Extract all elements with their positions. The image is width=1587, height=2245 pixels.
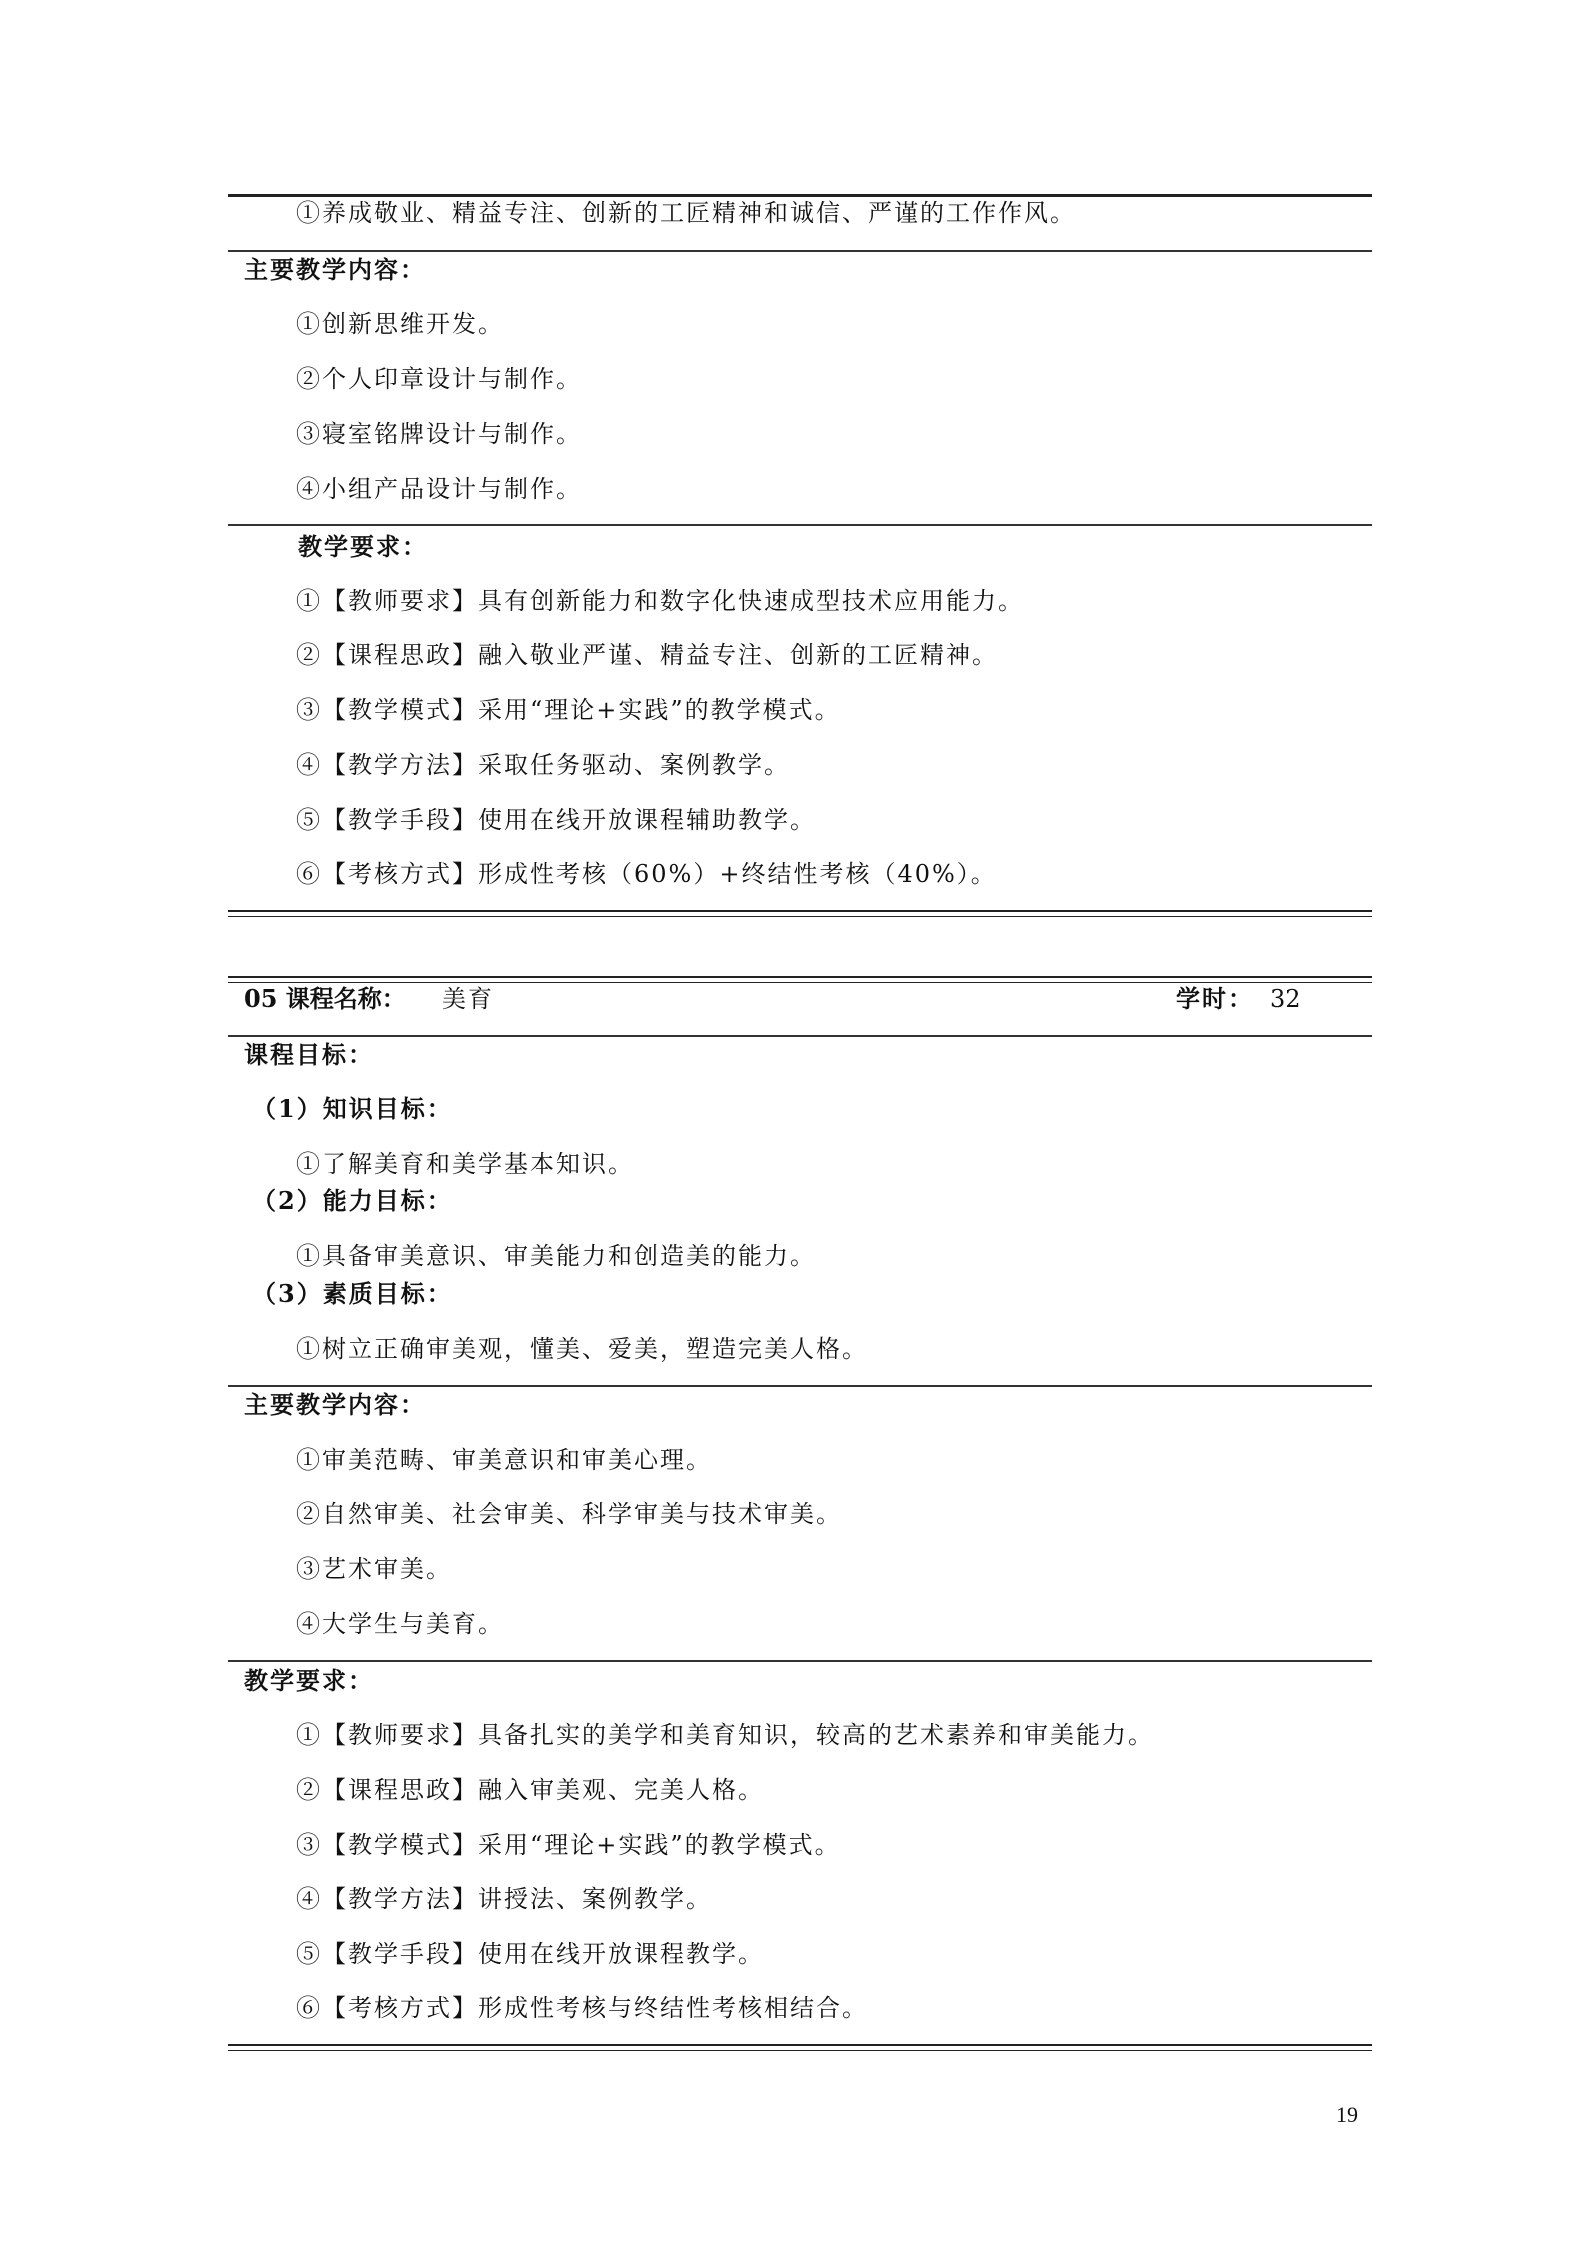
- row-divider: [228, 250, 1372, 252]
- course-name: 美育: [442, 985, 494, 1013]
- requirement-item: ④【教学方法】采取任务驱动、案例教学。: [296, 751, 790, 779]
- page-number: 19: [1336, 2102, 1358, 2127]
- content-item: ②自然审美、社会审美、科学审美与技术审美。: [296, 1500, 842, 1528]
- requirement-item: ④【教学方法】讲授法、案例教学。: [296, 1885, 712, 1913]
- knowledge-goal-heading: （1）知识目标：: [252, 1094, 453, 1123]
- content-item: ④小组产品设计与制作。: [296, 475, 582, 503]
- requirement-item: ①【教师要求】具备扎实的美学和美育知识，较高的艺术素养和审美能力。: [296, 1721, 1154, 1749]
- goals-heading: 课程目标：: [244, 1040, 374, 1069]
- row-divider: [228, 1385, 1372, 1387]
- ability-goal-item: ①具备审美意识、审美能力和创造美的能力。: [296, 1242, 816, 1270]
- quality-goal-heading: （3）素质目标：: [252, 1279, 453, 1308]
- table-bottom-rule: [228, 910, 1372, 917]
- content-heading: 主要教学内容：: [244, 1390, 426, 1419]
- hours-value: 32: [1270, 985, 1301, 1013]
- requirement-item: ①【教师要求】具有创新能力和数字化快速成型技术应用能力。: [296, 587, 1024, 615]
- row-divider: [228, 1660, 1372, 1662]
- requirement-item: ②【课程思政】融入审美观、完美人格。: [296, 1776, 764, 1804]
- ability-goal-heading: （2）能力目标：: [252, 1186, 453, 1215]
- table-bottom-rule: [228, 2044, 1372, 2051]
- content-item: ①审美范畴、审美意识和审美心理。: [296, 1446, 712, 1474]
- requirement-item: ⑥【考核方式】形成性考核与终结性考核相结合。: [296, 1994, 868, 2022]
- content-item: ②个人印章设计与制作。: [296, 365, 582, 393]
- requirements-heading: 教学要求：: [244, 1666, 374, 1695]
- quality-goal-item: ①树立正确审美观，懂美、爱美，塑造完美人格。: [296, 1335, 868, 1363]
- hours-label: 学时：: [1176, 984, 1254, 1013]
- content-heading: 主要教学内容：: [244, 255, 426, 284]
- requirements-heading: 教学要求：: [298, 532, 428, 561]
- course-header-row: [244, 982, 1324, 1016]
- row-divider: [228, 1035, 1372, 1037]
- requirement-item: ⑤【教学手段】使用在线开放课程辅助教学。: [296, 806, 816, 834]
- content-item: ①创新思维开发。: [296, 310, 504, 338]
- content-item: ③寝室铭牌设计与制作。: [296, 420, 582, 448]
- course-number-label: 05 课程名称：: [244, 984, 406, 1013]
- row-divider: [228, 524, 1372, 526]
- content-item: ④大学生与美育。: [296, 1610, 504, 1638]
- knowledge-goal-item: ①了解美育和美学基本知识。: [296, 1150, 634, 1178]
- content-item: ③艺术审美。: [296, 1555, 452, 1583]
- requirement-item: ⑥【考核方式】形成性考核（60%）+终结性考核（40%）。: [296, 860, 997, 888]
- requirement-item: ③【教学模式】采用“理论+实践”的教学模式。: [296, 696, 841, 724]
- requirement-item: ③【教学模式】采用“理论+实践”的教学模式。: [296, 1831, 841, 1859]
- requirement-item: ⑤【教学手段】使用在线开放课程教学。: [296, 1940, 764, 1968]
- goal-item: ①养成敬业、精益专注、创新的工匠精神和诚信、严谨的工作作风。: [296, 199, 1076, 227]
- requirement-item: ②【课程思政】融入敬业严谨、精益专注、创新的工匠精神。: [296, 641, 998, 669]
